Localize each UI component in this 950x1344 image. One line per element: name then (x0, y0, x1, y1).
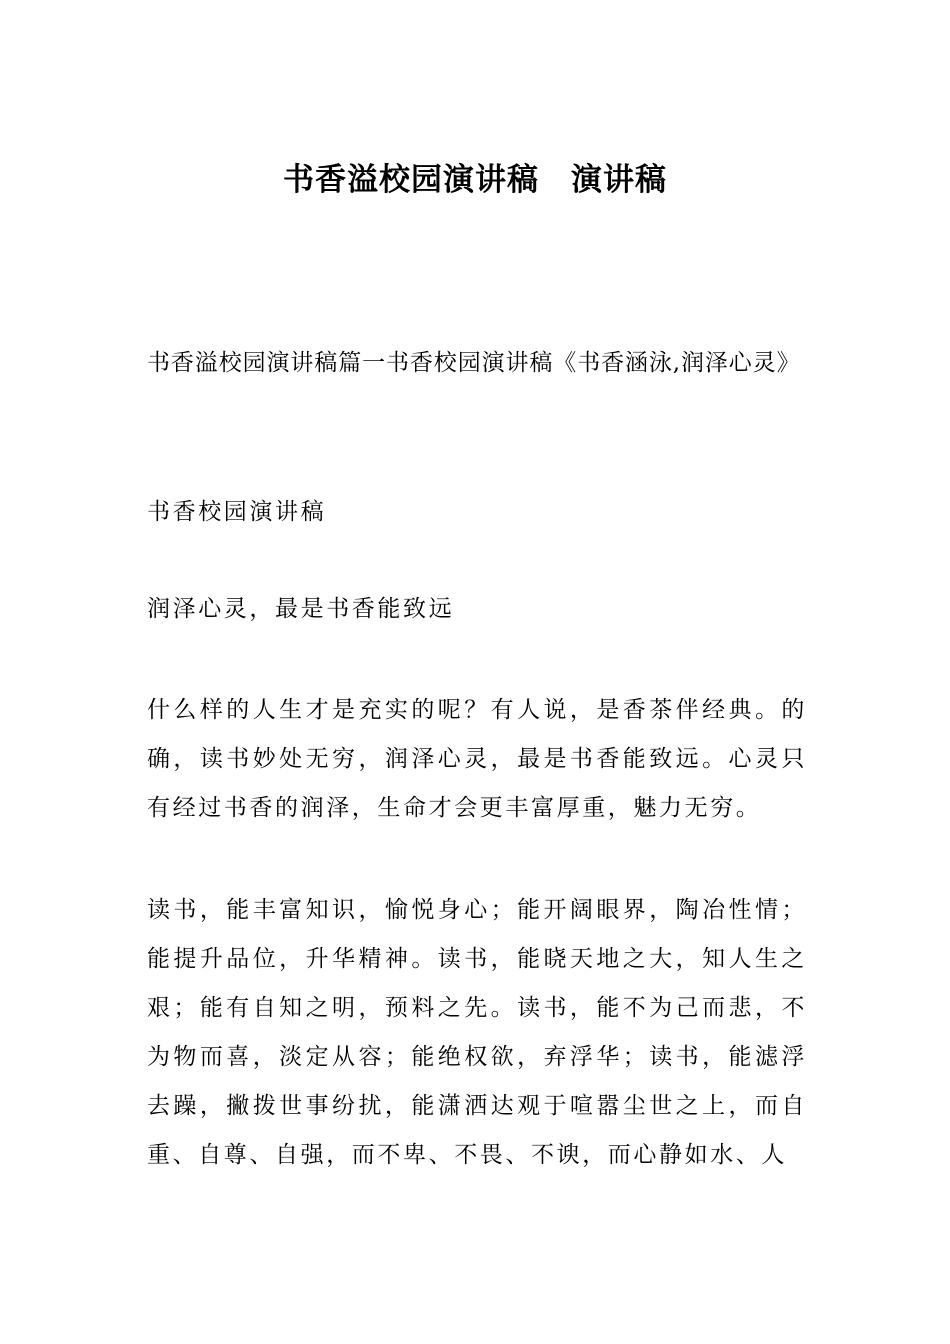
document-title: 书香溢校园演讲稿 演讲稿 (283, 162, 667, 198)
paragraph-subtitle-line: 书香溢校园演讲稿篇一书香校园演讲稿《书香涵泳,润泽心灵》 (147, 350, 801, 376)
paragraph-body-reading: 读书，能丰富知识，愉悦身心；能开阔眼界，陶冶性情；能提升品位，升华精神。读书，能晓天地之大，知人生之艰；能有自知之明，预料之先。读书，能不为己而悲，不为物而喜，淡定从容；能绝权欲，弃浮华；读书，能滤浮去躁，撇拨世事纷扰，能潇洒达观于喧嚣尘世之上，而自重、自尊、自强，而不卑、不畏、不谀，而心静如水、人 (147, 897, 807, 1168)
paragraph-body-intro: 什么样的人生才是充实的呢？有人说，是香茶伴经典。的确，读书妙处无穷，润泽心灵，最是书香能致远。心灵只有经过书香的润泽，生命才会更丰富厚重，魅力无穷。 (147, 697, 807, 821)
paragraph-theme: 润泽心灵，最是书香能致远 (147, 596, 455, 622)
paragraph-heading: 书香校园演讲稿 (147, 499, 327, 525)
